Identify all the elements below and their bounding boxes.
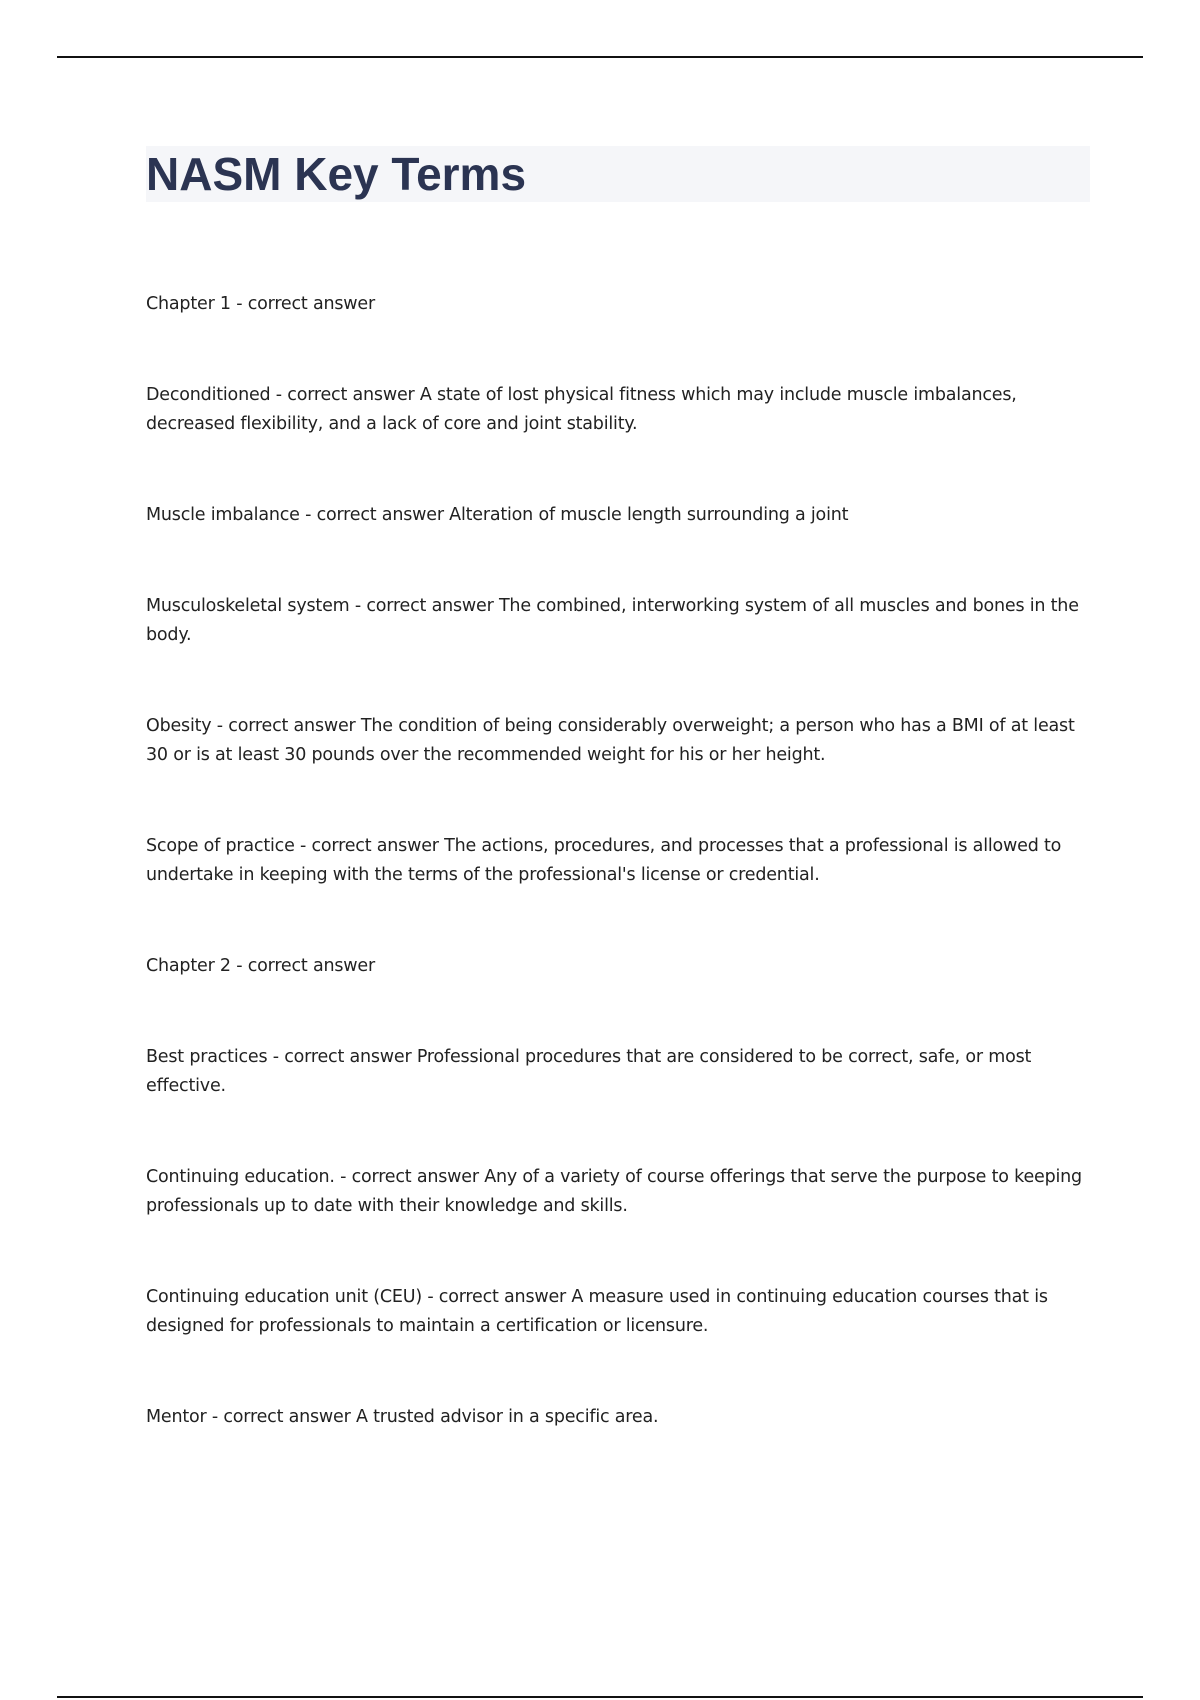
list-item: Muscle imbalance - correct answer Alteration of muscle length surrounding a joint	[146, 505, 849, 525]
list-item: Chapter 1 - correct answer	[146, 294, 375, 314]
list-item: Musculoskeletal system - correct answer The combined, interworking system of all muscles and bones in the body.	[146, 596, 1079, 645]
list-item: Best practices - correct answer Professional procedures that are considered to be correct, safe, or most effective.	[146, 1047, 1032, 1096]
list-item: Deconditioned - correct answer A state of lost physical fitness which may include muscle imbalances, decreased flexibility, and a lack of core and joint stability.	[146, 385, 1017, 434]
key-terms-list	[146, 290, 1090, 1494]
bottom-divider	[57, 1696, 1143, 1698]
list-item: Mentor - correct answer A trusted advisor in a specific area.	[146, 1407, 659, 1427]
list-item: Obesity - correct answer The condition of being considerably overweight; a person who has a BMI of at least 30 or is at least 30 pounds over the recommended weight for his or her height.	[146, 716, 1075, 765]
document-title: NASM Key Terms	[146, 148, 527, 200]
list-item: Continuing education unit (CEU) - correct answer A measure used in continuing education courses that is designed for professionals to maintain a certification or licensure.	[146, 1287, 1048, 1336]
list-item: Scope of practice - correct answer The actions, procedures, and processes that a professional is allowed to undertake in keeping with the terms of the professional's license or credential.	[146, 836, 1062, 885]
list-item: Chapter 2 - correct answer	[146, 956, 375, 976]
list-item: Continuing education. - correct answer Any of a variety of course offerings that serve the purpose to keeping professionals up to date with their knowledge and skills.	[146, 1167, 1082, 1216]
top-divider	[57, 56, 1143, 58]
